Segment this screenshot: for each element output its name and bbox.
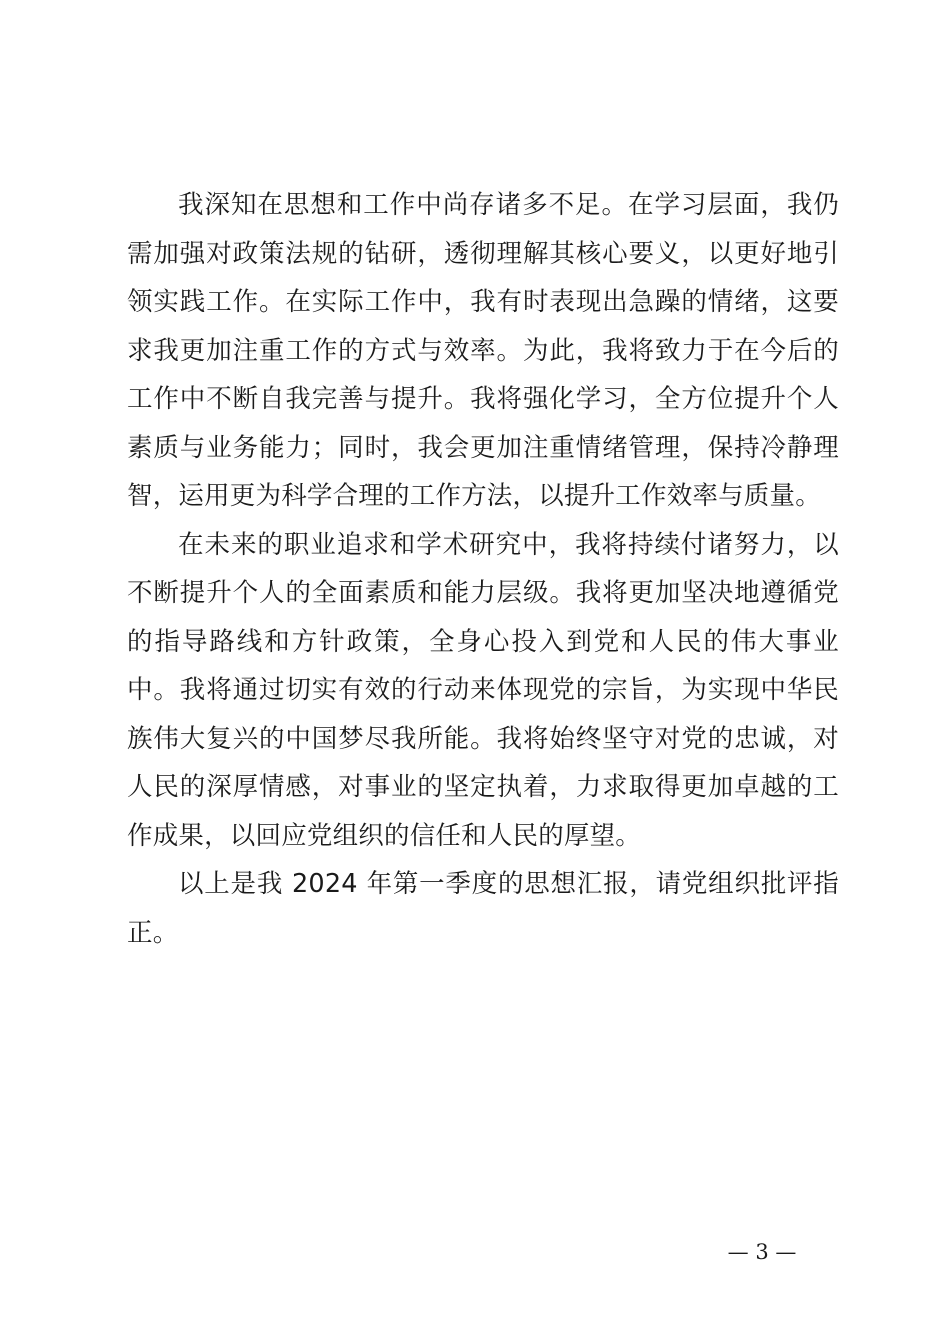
- paragraph-future-commitment: 在未来的职业追求和学术研究中，我将持续付诸努力，以不断提升个人的全面素质和能力层级。我将更加坚决地遵循党的指导路线和方针政策，全身心投入到党和人民的伟大事业中。我将通过切实有效的行动来体现党的宗旨，为实现中华民族伟大复兴的中国梦尽我所能。我将始终坚守对党的忠诚，对人民的深厚情感，对事业的坚定执着，力求取得更加卓越的工作成果，以回应党组织的信任和人民的厚望。: [127, 529, 839, 851]
- page-number: — 3 —: [727, 1240, 797, 1264]
- document-body: [127, 181, 839, 957]
- paragraph-closing: 以上是我 2024 年第一季度的思想汇报，请党组织批评指正。: [127, 869, 839, 948]
- paragraph-shortcomings: 我深知在思想和工作中尚存诸多不足。在学习层面，我仍需加强对政策法规的钻研，透彻理解其核心要义，以更好地引领实践工作。在实际工作中，我有时表现出急躁的情绪，这要求我更加注重工作的方式与效率。为此，我将致力于在今后的工作中不断自我完善与提升。我将强化学习，全方位提升个人素质与业务能力；同时，我会更加注重情绪管理，保持冷静理智，运用更为科学合理的工作方法，以提升工作效率与质量。: [127, 190, 839, 511]
